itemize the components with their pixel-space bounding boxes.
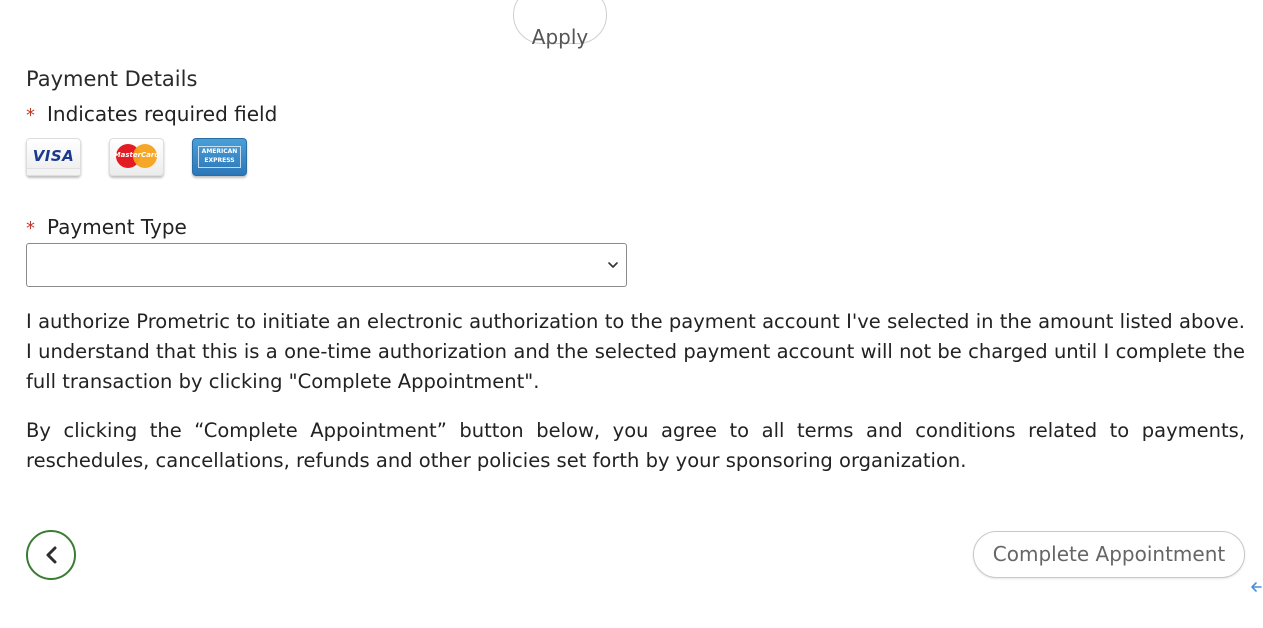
payment-type-label <box>26 214 187 242</box>
apply-button[interactable] <box>513 0 607 49</box>
payment-type-label-text: Payment Type <box>47 215 187 239</box>
chevron-down-icon <box>606 258 620 272</box>
complete-appointment-button[interactable]: Complete Appointment <box>973 531 1245 578</box>
payment-type-select[interactable] <box>26 243 627 287</box>
required-asterisk: * <box>26 105 35 126</box>
amex-icon: AMERICAN EXPRESS <box>192 138 247 176</box>
required-note-text: Indicates required field <box>47 102 278 126</box>
authorization-text: I authorize Prometric to initiate an electronic authorization to the payment account I've selected in the amount listed above. I understand that this is a one-time authorization and the selected payment account will not be charged until I complete the full transaction by clicking "Complete Appointment". <box>26 310 1245 393</box>
chevron-left-icon <box>42 545 62 565</box>
accepted-cards <box>26 138 247 180</box>
arrow-left-icon[interactable] <box>1250 579 1263 595</box>
required-asterisk: * <box>26 218 35 239</box>
agreement-text: By clicking the “Complete Appointment” button below, you agree to all terms and conditions related to payments, reschedules, cancellations, refunds and other policies set forth by your sponsoring organization. <box>26 419 1245 472</box>
required-field-note <box>26 101 277 129</box>
apply-button-label: Apply <box>531 25 589 49</box>
back-button[interactable] <box>26 530 76 580</box>
mastercard-icon: MasterCard <box>109 138 164 176</box>
visa-icon: VISA <box>26 138 81 176</box>
section-title: Payment Details <box>26 67 198 91</box>
